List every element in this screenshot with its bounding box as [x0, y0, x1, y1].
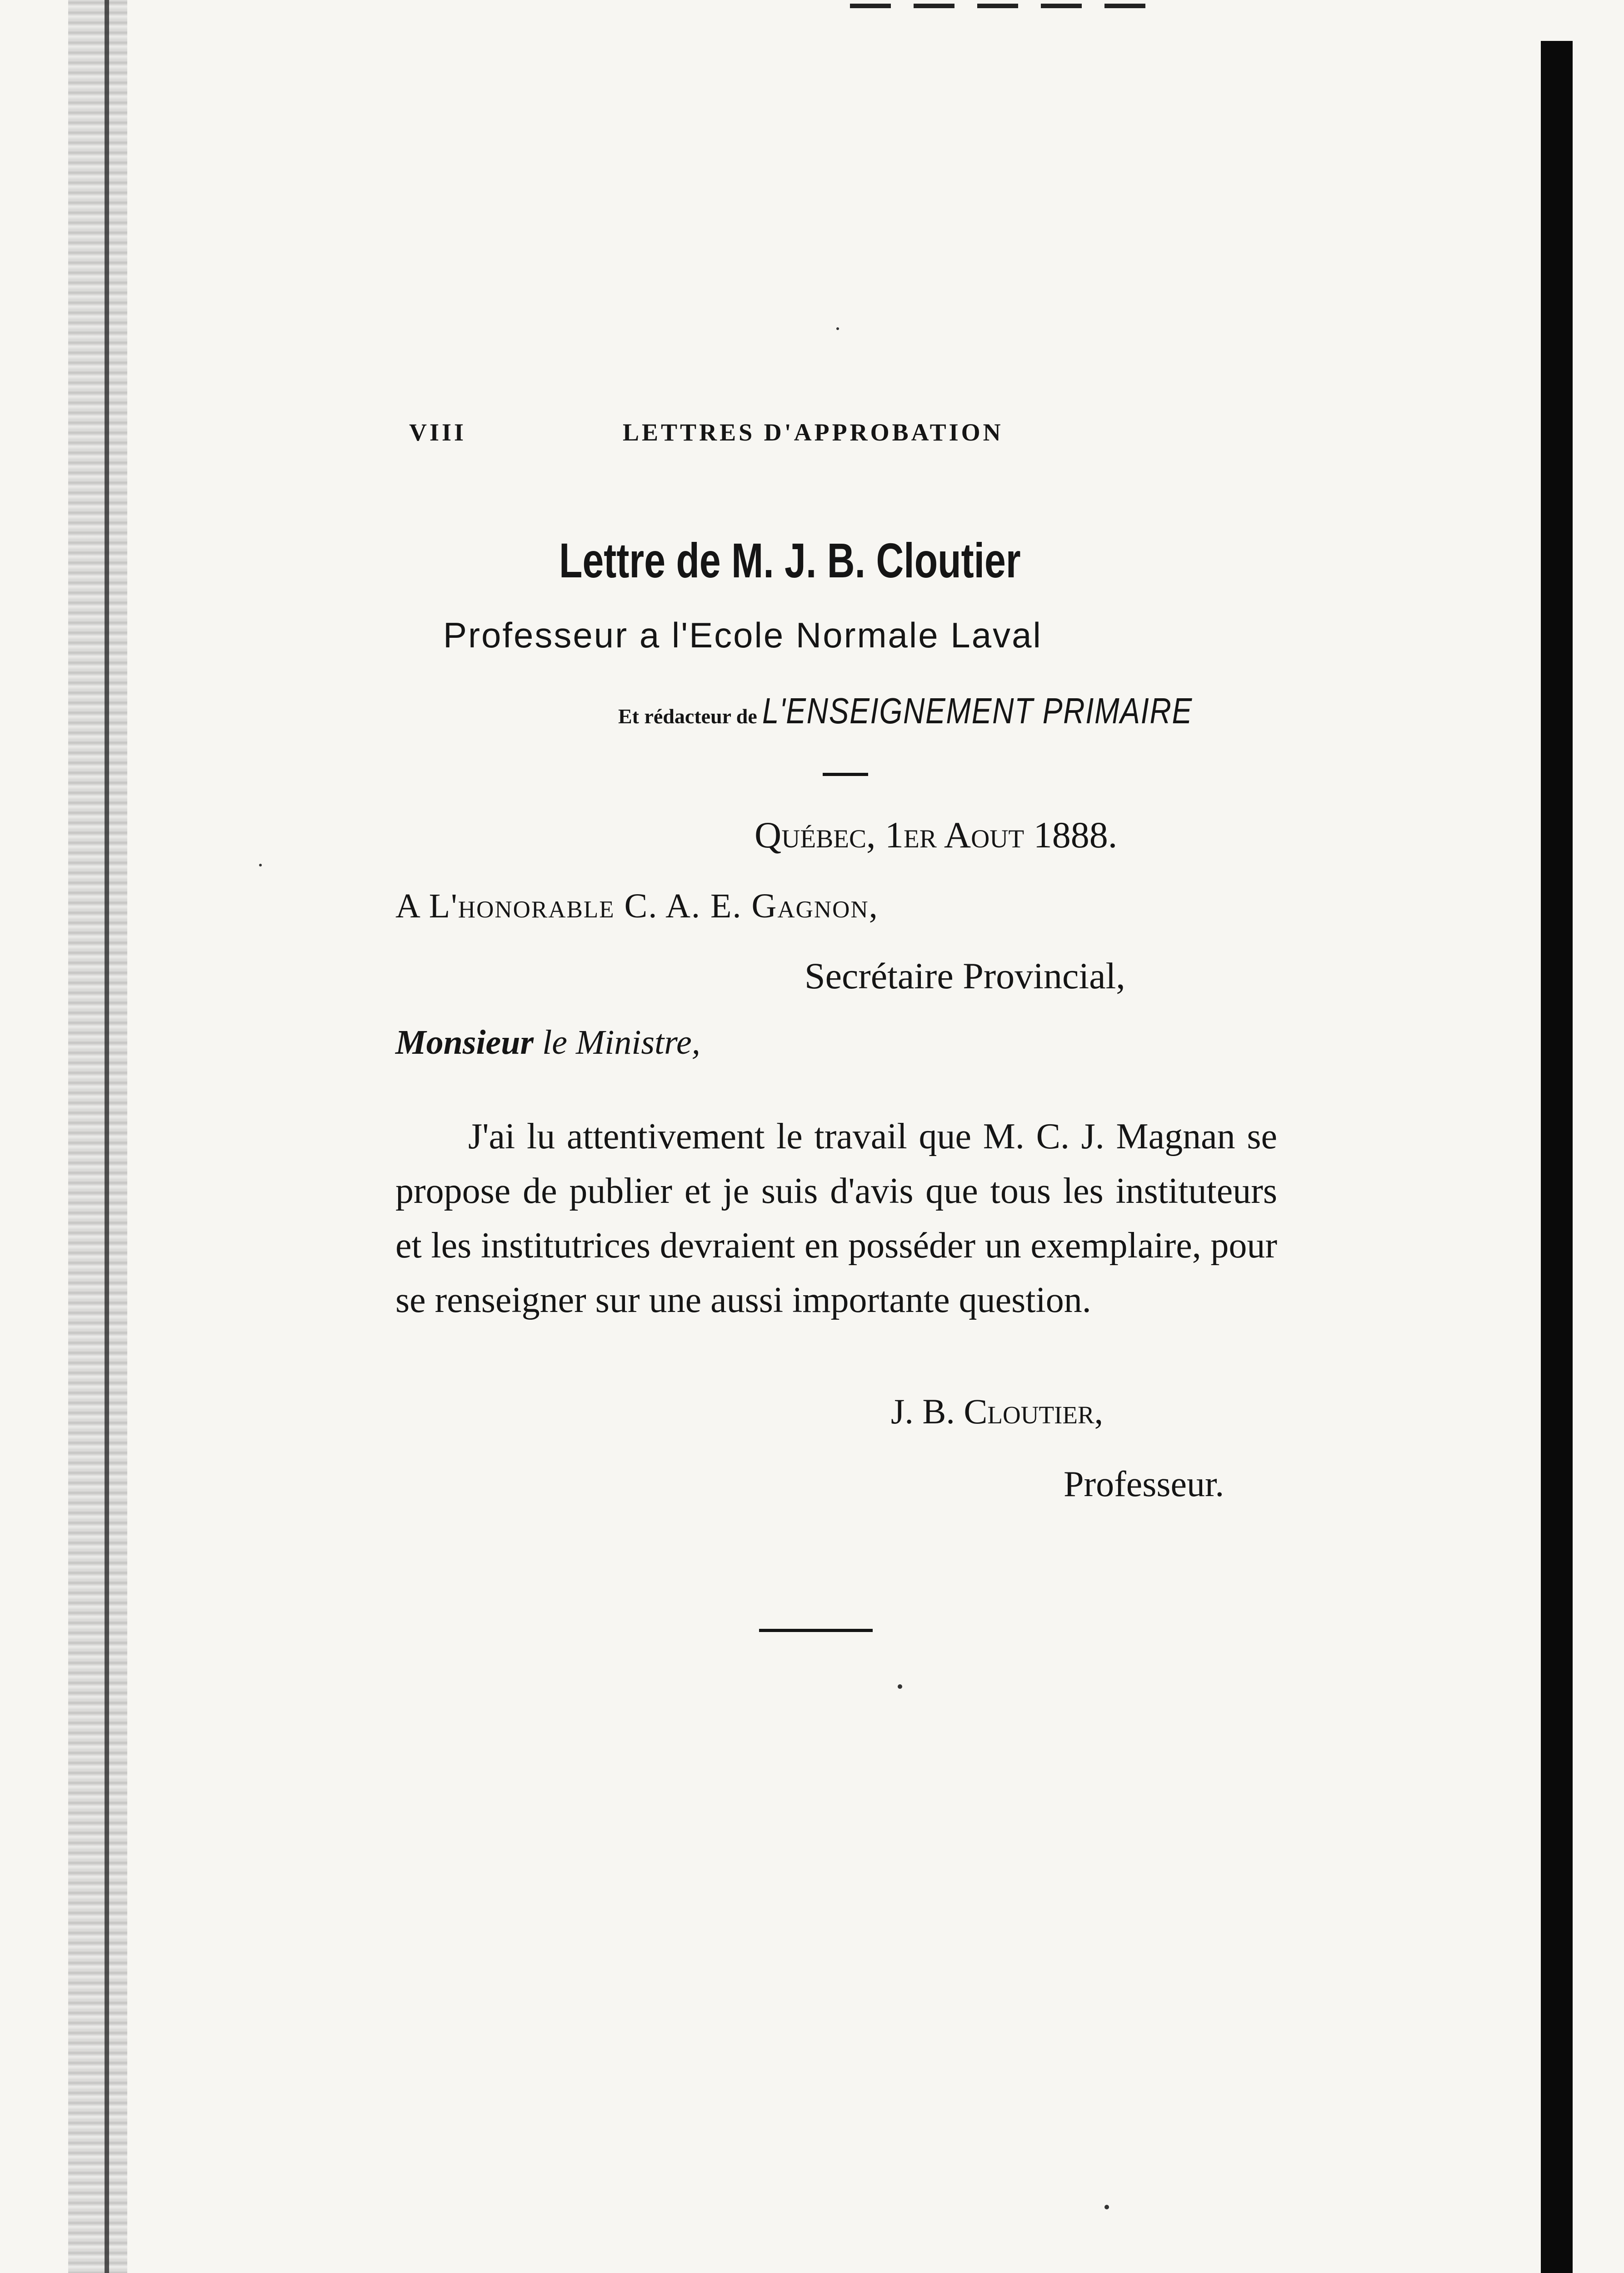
scan-border: [1541, 41, 1573, 2273]
ink-speck: [898, 1684, 902, 1689]
binding-edge-line: [105, 0, 109, 2273]
salutation: [395, 1023, 700, 1062]
author-editor-line: [618, 690, 1287, 732]
signature-name: J. B. Cloutier,: [891, 1392, 1104, 1431]
addressee-role: Secrétaire Provincial,: [805, 955, 1125, 996]
salutation-first: Monsieur: [395, 1023, 534, 1061]
author-position: Professeur a l'Ecole Normale Laval: [443, 615, 1042, 655]
end-divider: [759, 1629, 873, 1632]
date-line: Québec, 1er Aout 1888.: [755, 814, 1118, 856]
ink-speck: [259, 864, 262, 866]
signature-title: Professeur.: [1064, 1464, 1224, 1504]
ink-speck: [836, 327, 839, 330]
running-head: [409, 418, 1136, 459]
editor-prefix: Et rédacteur de: [618, 705, 763, 728]
binding-shadow: [68, 0, 127, 2273]
letter-title: Lettre de M. J. B. Cloutier: [559, 533, 1021, 588]
publication-name: L'ENSEIGNEMENT PRIMAIRE: [762, 691, 1193, 731]
salutation-rest: le Ministre,: [534, 1023, 700, 1061]
page-number: VIII: [409, 419, 467, 446]
top-scan-mark: [850, 4, 1159, 8]
header-divider: [823, 773, 868, 776]
ink-speck: [1104, 2205, 1109, 2209]
addressee-name: A L'honorable C. A. E. Gagnon,: [395, 887, 879, 925]
running-head-title: LETTRES D'APPROBATION: [623, 419, 1004, 446]
letter-body: J'ai lu attentivement le travail que M. C. J. Magnan se propose de publier et je suis d'avis que tous les instituteurs et les institutrices devraient en posséder un exemplaire, pour se renseigner sur une aussi importante question.: [395, 1116, 1277, 1320]
